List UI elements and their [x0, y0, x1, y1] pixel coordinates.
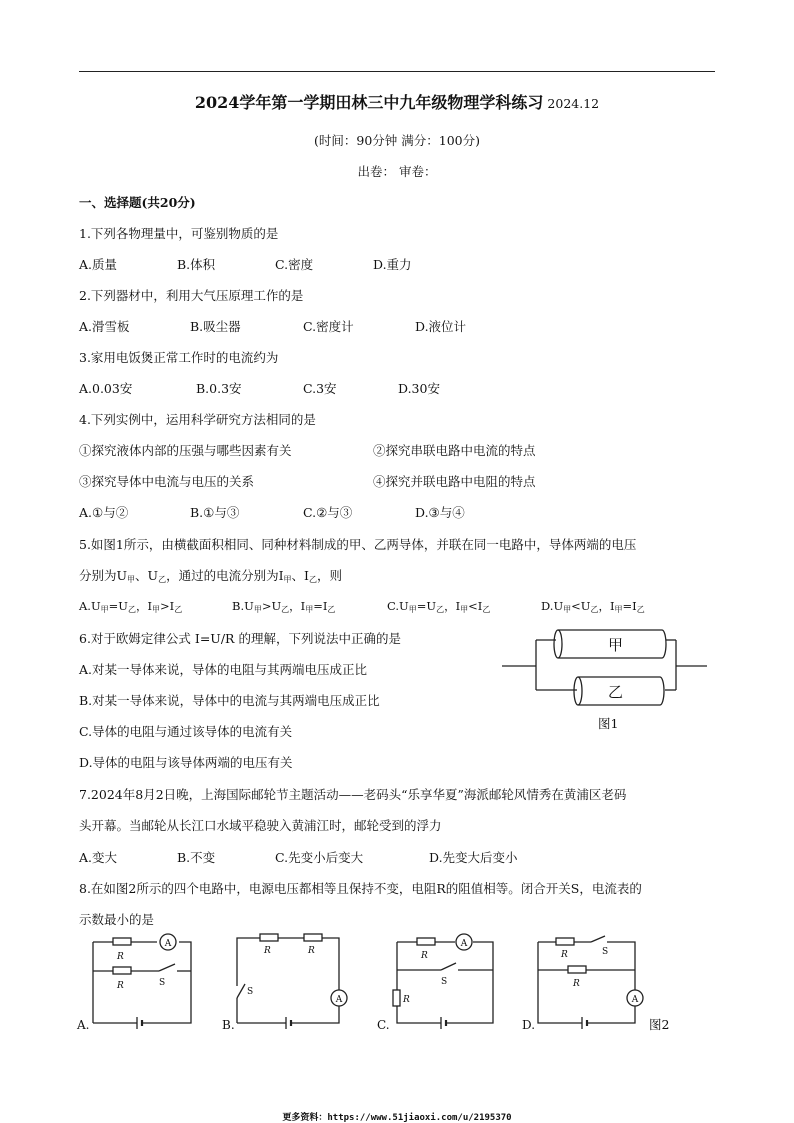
- q2-stem: 2.下列器材中，利用大气压原理工作的是: [79, 288, 304, 303]
- circuit-d-label: D.: [522, 1018, 536, 1032]
- q7-option-a: A.变大: [79, 850, 118, 865]
- q4-stem: 4.下列实例中，运用科学研究方法相同的是: [79, 412, 316, 427]
- circuit-a: [76, 934, 191, 1032]
- figure-1: [500, 622, 715, 734]
- q4-item-4: ④探究并联电路中电阻的特点: [373, 474, 536, 489]
- svg-text:R: R: [117, 952, 124, 962]
- header-rule: [79, 71, 715, 72]
- q7-line-1: 7.2024年8月2日晚，上海国际邮轮节主题活动——老码头“乐享华夏”海派邮轮风情秀在黄浦区老码: [79, 787, 627, 802]
- time-info: (时间：90分钟 满分：100分): [314, 133, 480, 148]
- q4-item-1: ①探究液体内部的压强与哪些因素有关: [79, 443, 292, 458]
- svg-text:R: R: [264, 946, 271, 956]
- q1-option-d: D.重力: [373, 257, 412, 272]
- figure-2: [75, 928, 715, 1040]
- svg-text:R: R: [421, 951, 428, 961]
- q5-option-a: A.U甲=U乙，I甲>I乙: [79, 599, 183, 614]
- q5-option-d: D.U甲<U乙，I甲=I乙: [541, 599, 645, 614]
- svg-text:S: S: [602, 947, 609, 957]
- q1-option-b: B.体积: [177, 257, 216, 272]
- circuit-a-label: A.: [77, 1018, 90, 1032]
- section-title: 一、选择题(共20分): [79, 195, 196, 210]
- q1-option-c: C.密度: [275, 257, 314, 272]
- page-title: [0, 90, 794, 113]
- title-date: 2024.12: [547, 96, 600, 111]
- q7-line-2: 头开幕。当邮轮从长江口水域平稳驶入黄浦江时，邮轮受到的浮力: [79, 818, 442, 833]
- q1-stem: 1.下列各物理量中，可鉴别物质的是: [79, 226, 279, 241]
- q4-option-c: C.②与③: [303, 505, 353, 520]
- q2-option-c: C.密度计: [303, 319, 354, 334]
- q7-option-c: C.先变小后变大: [275, 850, 364, 865]
- svg-text:R: R: [308, 946, 315, 956]
- svg-text:A: A: [335, 995, 343, 1005]
- title-text: 2024学年第一学期田林三中九年级物理学科练习: [194, 93, 544, 112]
- q3-option-c: C.3安: [303, 381, 337, 396]
- svg-text:R: R: [573, 979, 580, 989]
- q7-option-b: B.不变: [177, 850, 216, 865]
- circuit-c-label: C.: [377, 1018, 390, 1032]
- q4-item-2: ②探究串联电路中电流的特点: [373, 443, 536, 458]
- svg-text:S: S: [159, 978, 166, 988]
- q4-item-3: ③探究导体中电流与电压的关系: [79, 474, 255, 489]
- q3-option-a: A.0.03安: [79, 381, 133, 396]
- q6-option-d: D.导体的电阻与该导体两端的电压有关: [79, 755, 293, 770]
- svg-text:A: A: [460, 939, 468, 949]
- svg-text:A: A: [631, 995, 639, 1005]
- q2-option-b: B.吸尘器: [190, 319, 241, 334]
- figure1-label-yi: 乙: [608, 683, 624, 701]
- svg-text:S: S: [441, 977, 448, 987]
- q3-option-b: B.0.3安: [196, 381, 242, 396]
- q6-stem: 6.对于欧姆定律公式 I=U/R 的理解，下列说法中正确的是: [79, 631, 401, 646]
- q8-line-2: 示数最小的是: [79, 912, 155, 927]
- circuit-b-label: B.: [222, 1018, 235, 1032]
- q4-option-b: B.①与③: [190, 505, 240, 520]
- figure1-caption: 图1: [598, 716, 619, 731]
- q3-option-d: D.30安: [398, 381, 440, 396]
- q1-option-a: A.质量: [79, 257, 118, 272]
- svg-text:R: R: [117, 981, 124, 991]
- q7-option-d: D.先变大后变小: [429, 850, 518, 865]
- svg-text:S: S: [247, 987, 254, 997]
- makers-line: 出卷： 审卷：: [357, 164, 437, 179]
- q4-option-d: D.③与④: [415, 505, 465, 520]
- ammeter-a-label: A: [164, 939, 172, 949]
- q5-line-1: 5.如图1所示，由横截面积相同、同种材料制成的甲、乙两导体，并联在同一电路中，导体两端的电压: [79, 537, 637, 552]
- q3-stem: 3.家用电饭煲正常工作时的电流约为: [79, 350, 279, 365]
- circuit-b: [222, 934, 347, 1032]
- footer-link-text[interactable]: 更多资料：https://www.51jiaoxi.com/u/2195370: [282, 1113, 512, 1123]
- circuit-d: [522, 936, 643, 1032]
- q2-option-a: A.滑雪板: [79, 319, 130, 334]
- svg-text:R: R: [403, 995, 410, 1005]
- figure1-label-jia: 甲: [608, 636, 624, 654]
- q6-option-b: B.对某一导体来说，导体中的电流与其两端电压成正比: [79, 693, 380, 708]
- circuit-c: [377, 934, 493, 1032]
- figure2-caption: 图2: [649, 1017, 670, 1032]
- q6-option-a: A.对某一导体来说，导体的电阻与其两端电压成正比: [79, 662, 368, 677]
- q6-option-c: C.导体的电阻与通过该导体的电流有关: [79, 724, 293, 739]
- q4-option-a: A.①与②: [79, 505, 129, 520]
- q5-option-b: B.U甲>U乙，I甲=I乙: [232, 599, 336, 614]
- q5-option-c: C.U甲=U乙，I甲<I乙: [387, 599, 491, 614]
- q8-line-1: 8.在如图2所示的四个电路中，电源电压都相等且保持不变，电阻R的阻值相等。闭合开关S，电流表的: [79, 881, 642, 896]
- svg-text:R: R: [561, 950, 568, 960]
- q5-line-2: 分别为U甲、U乙，通过的电流分别为I甲、I乙，则: [79, 568, 343, 584]
- q2-option-d: D.液位计: [415, 319, 467, 334]
